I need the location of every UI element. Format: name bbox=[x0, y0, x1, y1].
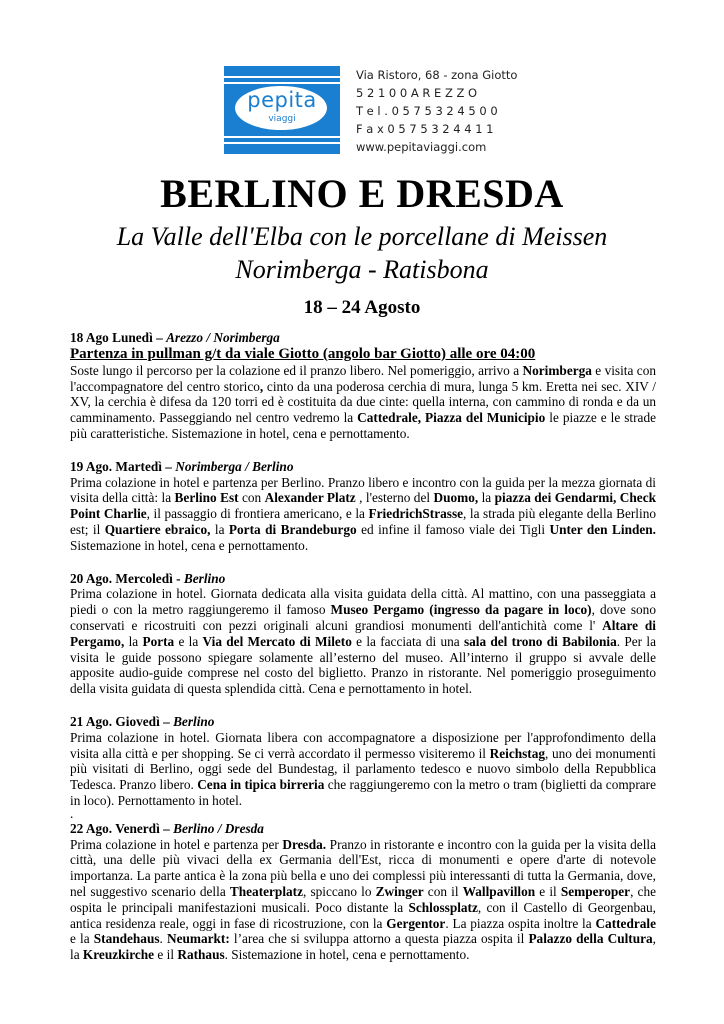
body-text: la bbox=[124, 633, 143, 649]
day-5 bbox=[70, 821, 656, 963]
itinerary bbox=[70, 330, 656, 980]
highlight-text: Dresda. bbox=[282, 836, 327, 852]
departure-info: Partenza in pullman g/t da viale Giotto (angolo bar Giotto) alle ore 04:00 bbox=[70, 345, 536, 362]
body-text: le piazze e le strade più caratteristiche. Sistemazione in hotel, cena e pernottamento. bbox=[70, 410, 656, 441]
highlight-text: Zwinger bbox=[375, 883, 424, 899]
day-heading: 22 Ago. Venerdì – Berlino / Dresda bbox=[70, 820, 264, 836]
body-text: e il bbox=[535, 883, 561, 899]
highlight-text: Cattedrale, Piazza del Municipio bbox=[357, 410, 546, 426]
page-title: BERLINO E DRESDA bbox=[160, 171, 564, 216]
body-text: Soste lungo il percorso per la colazione ed il pranzo libero. Nel pomeriggio, arrivo a bbox=[70, 362, 523, 378]
day-description bbox=[70, 586, 656, 697]
pepita-logo bbox=[224, 66, 340, 154]
body-text: , l'esterno del bbox=[355, 490, 434, 506]
body-text: e il bbox=[154, 947, 178, 963]
day-description bbox=[70, 730, 656, 809]
address-fax: F a x 0 5 7 5 3 2 4 4 1 1 bbox=[356, 122, 494, 136]
body-text: . bbox=[159, 931, 167, 947]
day-4 bbox=[70, 714, 656, 809]
highlight-text: Gergentor bbox=[386, 915, 446, 931]
highlight-text: Wallpavillon bbox=[462, 883, 536, 899]
agency-header bbox=[224, 66, 518, 156]
body-text: Sistemazione in hotel, cena e pernottamento. bbox=[70, 537, 309, 553]
highlight-text: Quartiere ebraico, bbox=[104, 521, 211, 537]
body-text: con il bbox=[423, 883, 463, 899]
body-text: , il passaggio di frontiera americano, e la bbox=[146, 506, 369, 522]
subtitle-line-2: Norimberga - Ratisbona bbox=[235, 255, 489, 284]
day-2 bbox=[70, 459, 656, 554]
highlight-text: piazza dei Gendarmi, Check Point Charlie bbox=[70, 490, 657, 522]
body-text: . La piazza ospita inoltre la bbox=[445, 915, 596, 931]
address-city: 5 2 1 0 0 A R E Z Z O bbox=[356, 86, 478, 100]
highlight-text: Porta bbox=[142, 633, 175, 649]
body-text: la bbox=[478, 490, 495, 506]
body-text: l’area che si sviluppa attorno a questa piazza ospita il bbox=[229, 931, 529, 947]
body-text: Prima colazione in hotel e partenza per Berlino. Pranzo libero e incontro con la guida per la mezza giornata di visita della città: la bbox=[70, 474, 656, 506]
body-text: . Per la visita le guide possono spiegare solamente all’esterno del museo. All’interno il gruppo si avvale delle apposite audio-guide comprese nel costo del biglietto. Pranzo in ristorante. Nel pomeriggio proseguimento della visita guidata di questa splendida città. Cena e pernottamento in hotel. bbox=[70, 633, 656, 697]
highlight-text: Neumarkt: bbox=[166, 931, 230, 947]
address-website: www.pepitaviaggi.com bbox=[356, 140, 487, 154]
body-text: e la bbox=[174, 633, 203, 649]
logo-subtitle: viaggi bbox=[268, 114, 296, 124]
body-text: , spiccano lo bbox=[303, 883, 376, 899]
body-text: , la bbox=[70, 931, 656, 963]
body-text: cinto da una poderosa cerchia di mura, lunga 5 km. Eretta nei sec. XIV / XV, la cerchia è difesa da 120 torri ed è costituita da due cinte: quella interna, con cammino di ronda e da un camminamento. Passeggiando nel centro vedremo la bbox=[70, 378, 656, 426]
day-heading: 21 Ago. Giovedì – Berlino bbox=[70, 713, 215, 729]
highlight-text: Standehaus bbox=[93, 931, 160, 947]
highlight-text: Rathaus bbox=[177, 947, 225, 963]
highlight-text: Altare di Pergamo, bbox=[70, 617, 656, 649]
day-description bbox=[70, 363, 656, 442]
body-text: Prima colazione in hotel. Giornata libera con accompagnatore a disposizione per l'approfondimento della visita alla città e per shopping. Se ci verrà accordato il permesso visiteremo il bbox=[70, 729, 656, 761]
day-heading: 20 Ago. Mercoledì - Berlino bbox=[70, 570, 226, 586]
body-text: con bbox=[238, 490, 265, 506]
page-subtitle bbox=[0, 220, 724, 286]
body-text: . Sistemazione in hotel, cena e pernottamento. bbox=[224, 947, 470, 963]
day-description bbox=[70, 475, 656, 554]
day-heading: 19 Ago. Martedì – Norimberga / Berlino bbox=[70, 458, 294, 474]
body-text: ed infine il famoso viale dei Tigli bbox=[356, 521, 550, 537]
agency-address bbox=[356, 66, 517, 156]
body-text: e visita con l'accompagnatore del centro storico bbox=[70, 362, 656, 394]
highlight-text: Theaterplatz bbox=[229, 883, 303, 899]
highlight-text: Palazzo della Cultura bbox=[528, 931, 653, 947]
body-text: e la bbox=[70, 931, 94, 947]
day-description bbox=[70, 837, 656, 963]
highlight-text: Kreuzkirche bbox=[82, 947, 155, 963]
highlight-text: Cattedrale bbox=[595, 915, 656, 931]
body-text: Prima colazione in hotel e partenza per bbox=[70, 836, 283, 852]
logo-name: pepita bbox=[247, 88, 317, 112]
address-phone: T e l . 0 5 7 5 3 2 4 5 0 0 bbox=[356, 104, 498, 118]
body-text: , che ospita le principali manifestazioni musicali. Poco distante la bbox=[70, 883, 656, 915]
day-3 bbox=[70, 571, 656, 697]
body-text: Prima colazione in hotel. Giornata dedicata alla visita guidata della città. Al mattino, con una passeggiata a piedi o con la metro raggiungeremo il famoso bbox=[70, 586, 656, 618]
address-street: Via Ristoro, 68 - zona Giotto bbox=[356, 68, 518, 82]
highlight-text: sala del trono di Babilonia bbox=[463, 633, 617, 649]
highlight-text: Schlossplatz bbox=[408, 899, 478, 915]
highlight-text: Unter den Linden. bbox=[549, 521, 656, 537]
highlight-text: Semperoper bbox=[560, 883, 631, 899]
trip-dates: 18 – 24 Agosto bbox=[303, 297, 421, 318]
day-heading: 18 Ago Lunedì – Arezzo / Norimberga bbox=[70, 330, 280, 345]
highlight-text: , bbox=[259, 378, 264, 394]
highlight-text: Museo Pergamo (ingresso da pagare in loco) bbox=[330, 602, 592, 618]
body-text: la bbox=[210, 521, 229, 537]
highlight-text: Berlino Est bbox=[174, 490, 239, 506]
body-text: , la strada più elegante della Berlino est; il bbox=[70, 506, 656, 537]
highlight-text: Reichstag bbox=[489, 745, 546, 761]
highlight-text: Via del Mercato di Mileto bbox=[202, 633, 352, 649]
highlight-text: Porta di Brandeburgo bbox=[228, 521, 357, 537]
separator-dot: . bbox=[70, 805, 74, 821]
highlight-text: Cena in tipica birreria bbox=[197, 777, 325, 793]
body-text: , con il Castello di Georgenbau, antica residenza reale, oggi in fase di ricostruzione, con la bbox=[70, 899, 656, 931]
body-text: che raggiungeremo con la metro o tram (biglietti da comprare in loco). Pernottamento in hotel. bbox=[70, 777, 656, 808]
highlight-text: Duomo, bbox=[433, 490, 479, 506]
body-text: Pranzo in ristorante e incontro con la guida per la visita della città, una delle più vivaci della ex Germania dell'Est, ricca di monumenti e opere d'arte di notevole importanza. La parte antica è la zona più bella e uno dei complessi più interessanti di tutta la Germania, dove, nel suggestivo scenario della bbox=[70, 836, 656, 899]
body-text: , uno dei monumenti più visitati di Berlino, oggi sede del Bundestag, il parlamento tedesco e nuovo simbolo della Repubblica Tedesca. Pranzo libero. bbox=[70, 745, 656, 793]
highlight-text: Alexander Platz bbox=[264, 490, 356, 506]
subtitle-line-1: La Valle dell'Elba con le porcellane di Meissen bbox=[116, 222, 608, 251]
body-text: , dove sono conservati e ricostruiti con pezzi originali alcuni grandiosi monumenti dell'antichità come l' bbox=[70, 602, 656, 633]
body-text: e la facciata di una bbox=[351, 633, 464, 649]
highlight-text: FriedrichStrasse bbox=[368, 506, 464, 522]
day-1 bbox=[70, 330, 656, 442]
highlight-text: Norimberga bbox=[522, 362, 592, 378]
